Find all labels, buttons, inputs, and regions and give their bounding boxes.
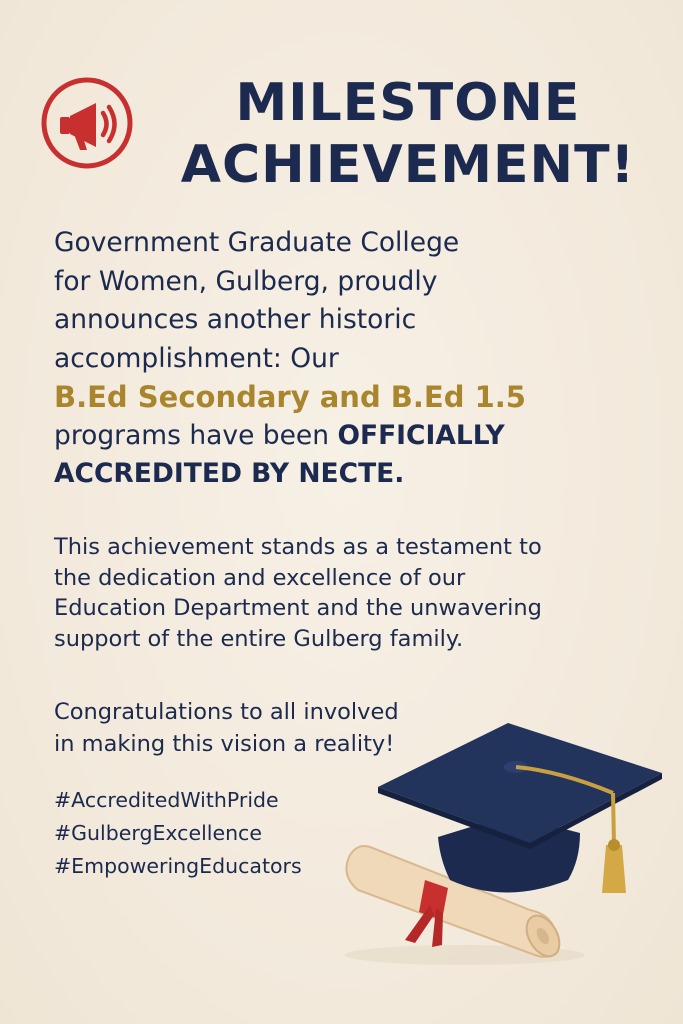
- intro-line: for Women, Gulberg, proudly: [54, 265, 438, 297]
- testament-paragraph: [54, 532, 654, 654]
- title-line-2: ACHIEVEMENT!: [180, 135, 636, 195]
- program-highlight: B.Ed Secondary and B.Ed 1.5: [54, 380, 526, 414]
- intro-line-prefix: programs have been: [54, 419, 338, 451]
- announcement-text: [54, 224, 634, 494]
- megaphone-icon: [40, 76, 134, 170]
- intro-line: Government Graduate College: [54, 227, 460, 258]
- testament-line: the dedication and excellence of our: [54, 564, 466, 591]
- hashtag: #AccreditedWithPride: [54, 788, 279, 812]
- intro-line: announces another historic: [54, 304, 417, 335]
- intro-line: accomplishment: Our: [54, 342, 339, 374]
- hashtag: #EmpoweringEducators: [54, 854, 302, 878]
- page-title: [158, 72, 658, 196]
- title-line-1: MILESTONE: [235, 73, 581, 133]
- officially-text: OFFICIALLY: [337, 419, 505, 451]
- intro-line: [54, 417, 634, 456]
- hashtag: #GulbergExcellence: [54, 821, 262, 845]
- testament-line: This achievement stands as a testament to: [54, 534, 542, 560]
- testament-line: Education Department and the unwavering: [54, 595, 542, 621]
- congrats-line: in making this vision a reality!: [54, 731, 395, 757]
- congrats-line: Congratulations to all involved: [54, 699, 399, 725]
- graduation-illustration: [330, 715, 670, 975]
- testament-line: support of the entire Gulberg family.: [54, 625, 464, 652]
- accreditation-text: ACCREDITED BY NECTE.: [54, 458, 405, 489]
